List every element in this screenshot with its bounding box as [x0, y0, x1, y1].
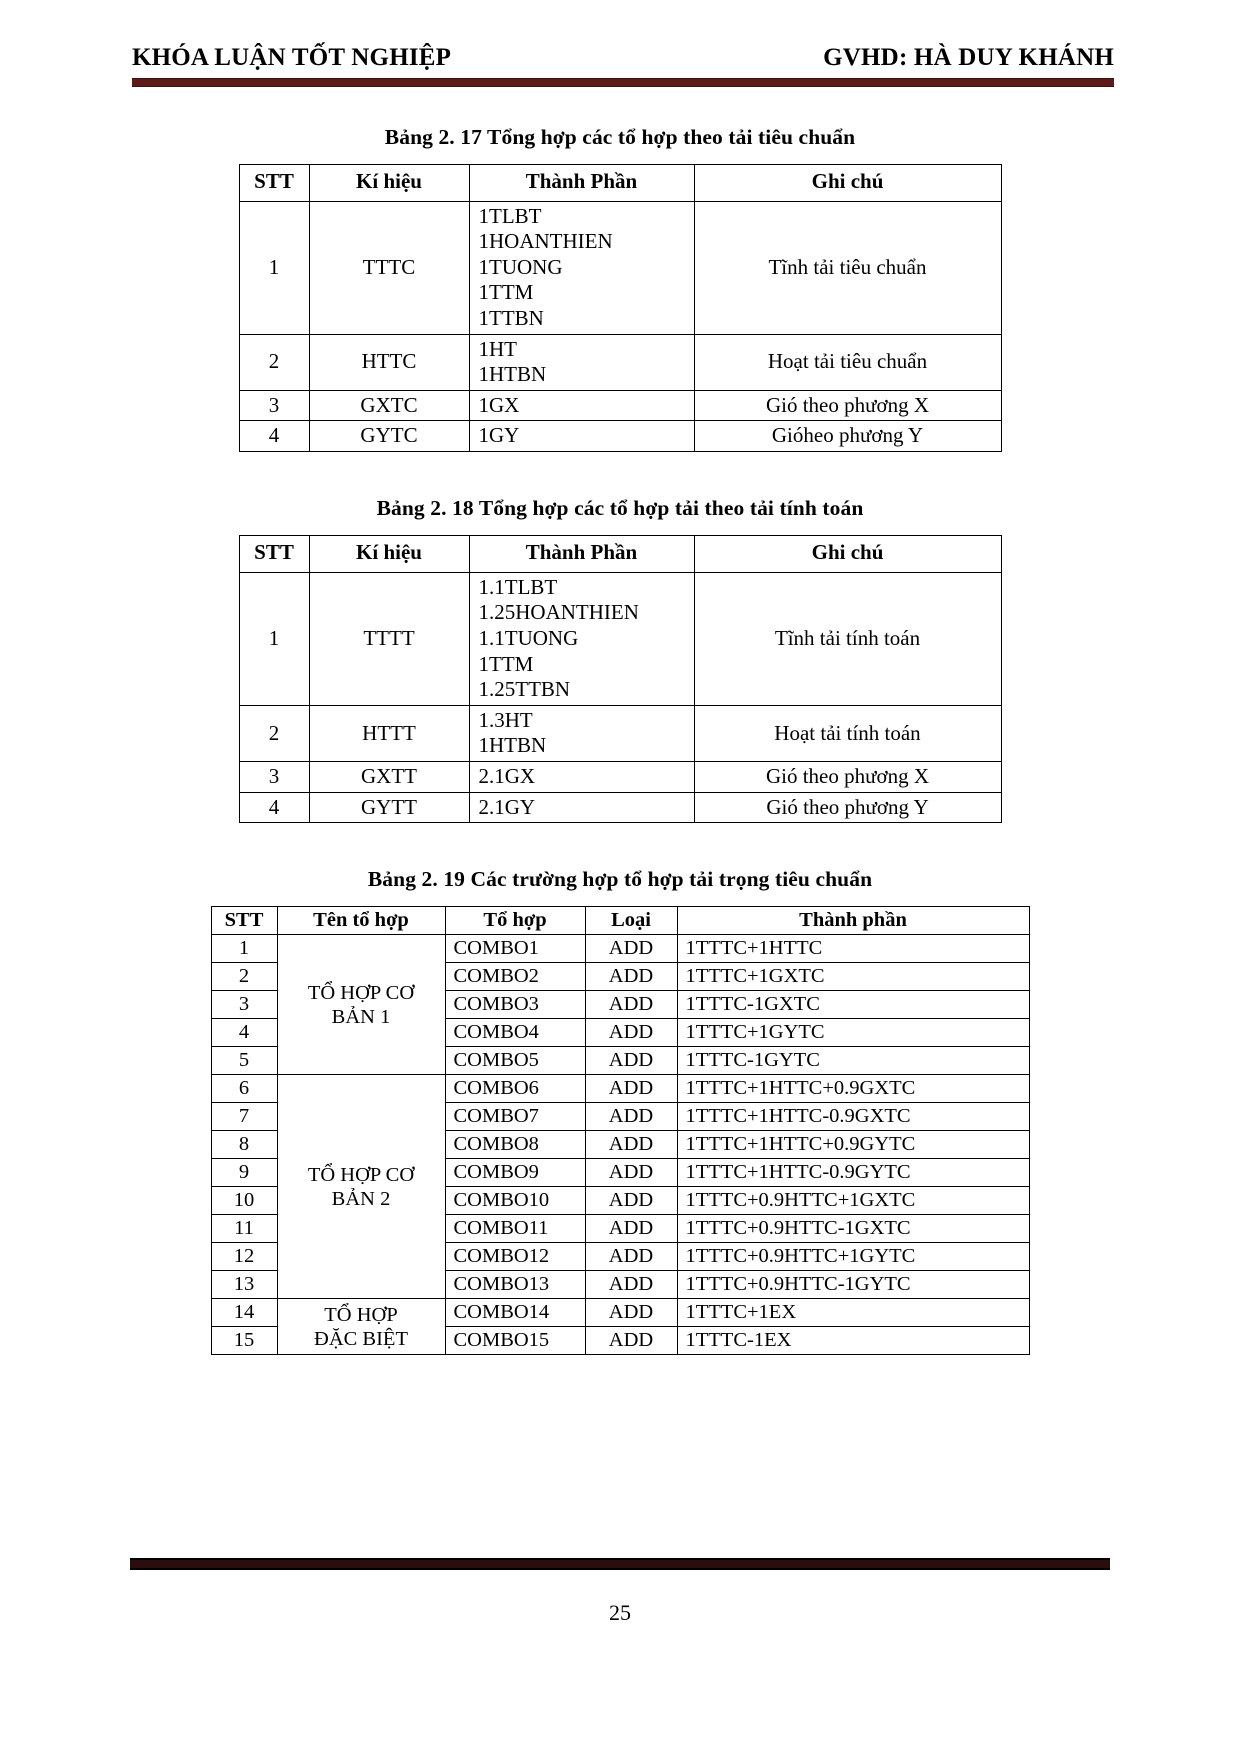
cell-group-name	[277, 935, 445, 1075]
table-218-col-parts: Thành Phần	[469, 536, 694, 573]
cell-combo: COMBO10	[445, 1187, 585, 1215]
cell-components: 1TTTC+0.9HTTC-1GXTC	[677, 1215, 1029, 1243]
table-217-col-symbol: Kí hiệu	[309, 165, 469, 202]
part-line: 1HTBN	[478, 362, 547, 387]
cell-combo: COMBO9	[445, 1159, 585, 1187]
cell-combo: COMBO15	[445, 1327, 585, 1355]
table-row	[239, 390, 1001, 421]
table-219-caption: Bảng 2. 19 Các trường hợp tổ hợp tải trọng tiêu chuẩn	[367, 867, 873, 892]
footer-divider-rule	[130, 1558, 1110, 1570]
part-line: 1TTM	[478, 651, 534, 676]
cell-stt: 11	[211, 1215, 277, 1243]
part-line: 1TTM	[478, 280, 534, 305]
cell-stt: 4	[239, 792, 309, 823]
table-217-header-row	[239, 165, 1001, 202]
part-line: 1.1TUONG	[478, 625, 579, 650]
cell-components: 1TTTC+0.9HTTC+1GYTC	[677, 1243, 1029, 1271]
cell-type: ADD	[585, 1271, 677, 1299]
table-219-col-stt: STT	[211, 907, 277, 935]
part-line: 1TUONG	[478, 254, 563, 279]
page-number: 25	[609, 1600, 631, 1625]
cell-type: ADD	[585, 1103, 677, 1131]
cell-stt: 15	[211, 1327, 277, 1355]
table-218-caption: Bảng 2. 18 Tổng hợp các tổ hợp tải theo tải tính toán	[376, 496, 864, 521]
cell-type: ADD	[585, 1075, 677, 1103]
part-line: 2.1GX	[478, 763, 536, 788]
cell-parts	[469, 761, 694, 792]
table-218-col-stt: STT	[239, 536, 309, 573]
table-row	[211, 1075, 1029, 1103]
table-218-header-row	[239, 536, 1001, 573]
part-line: 1TTBN	[478, 306, 544, 331]
cell-type: ADD	[585, 1159, 677, 1187]
cell-type: ADD	[585, 963, 677, 991]
part-line: 1GX	[478, 392, 520, 417]
cell-symbol: HTTT	[309, 705, 469, 761]
part-line: 2.1GY	[478, 794, 536, 819]
cell-combo: COMBO1	[445, 935, 585, 963]
table-row	[239, 705, 1001, 761]
table-218	[239, 535, 1002, 823]
table-217	[239, 164, 1002, 452]
cell-components: 1TTTC+1HTTC+0.9GYTC	[677, 1131, 1029, 1159]
cell-stt: 3	[211, 991, 277, 1019]
cell-stt: 1	[211, 935, 277, 963]
cell-stt: 4	[239, 421, 309, 452]
cell-stt: 8	[211, 1131, 277, 1159]
cell-type: ADD	[585, 1047, 677, 1075]
cell-combo: COMBO4	[445, 1019, 585, 1047]
running-header	[104, 44, 1136, 72]
cell-type: ADD	[585, 1215, 677, 1243]
cell-components: 1TTTC+1GYTC	[677, 1019, 1029, 1047]
cell-stt: 12	[211, 1243, 277, 1271]
header-divider-rule	[132, 78, 1114, 87]
cell-combo: COMBO12	[445, 1243, 585, 1271]
cell-note: Tĩnh tải tiêu chuẩn	[694, 201, 1001, 334]
part-line: 1TLBT	[478, 203, 542, 228]
table-217-caption: Bảng 2. 17 Tổng hợp các tổ hợp theo tải tiêu chuẩn	[384, 125, 856, 149]
cell-group-name	[277, 1075, 445, 1299]
table-218-col-symbol: Kí hiệu	[309, 536, 469, 573]
cell-combo: COMBO14	[445, 1299, 585, 1327]
cell-stt: 3	[239, 761, 309, 792]
cell-components: 1TTTC+1HTTC-0.9GXTC	[677, 1103, 1029, 1131]
cell-components: 1TTTC-1EX	[677, 1327, 1029, 1355]
table-219-col-type: Loại	[585, 907, 677, 935]
cell-combo: COMBO8	[445, 1131, 585, 1159]
group-name-line2: ĐẶC BIỆT	[314, 1327, 408, 1350]
part-line: 1.25HOANTHIEN	[478, 600, 639, 625]
cell-components: 1TTTC+1HTTC-0.9GYTC	[677, 1159, 1029, 1187]
group-name-line1: TỔ HỢP CƠ	[307, 1163, 415, 1186]
cell-parts	[469, 390, 694, 421]
table-row	[239, 334, 1001, 390]
cell-type: ADD	[585, 1187, 677, 1215]
group-name-line2: BẢN 1	[331, 1005, 391, 1028]
cell-stt: 9	[211, 1159, 277, 1187]
header-left-text: KHÓA LUẬN TỐT NGHIỆP	[132, 44, 452, 71]
cell-type: ADD	[585, 991, 677, 1019]
cell-components: 1TTTC+0.9HTTC+1GXTC	[677, 1187, 1029, 1215]
table-217-col-note: Ghi chú	[694, 165, 1001, 202]
cell-group-name	[277, 1299, 445, 1355]
cell-stt: 2	[211, 963, 277, 991]
cell-combo: COMBO7	[445, 1103, 585, 1131]
part-line: 1HTBN	[478, 733, 547, 758]
table-row	[239, 792, 1001, 823]
cell-stt: 5	[211, 1047, 277, 1075]
cell-note: Gió theo phương Y	[694, 792, 1001, 823]
cell-note: Gió theo phương X	[694, 761, 1001, 792]
cell-type: ADD	[585, 935, 677, 963]
group-name-line1: TỔ HỢP CƠ	[307, 981, 415, 1004]
cell-parts	[469, 201, 694, 334]
table-row	[239, 421, 1001, 452]
cell-components: 1TTTC+0.9HTTC-1GYTC	[677, 1271, 1029, 1299]
cell-note: Tĩnh tải tính toán	[694, 572, 1001, 705]
table-218-col-note: Ghi chú	[694, 536, 1001, 573]
cell-parts	[469, 572, 694, 705]
cell-parts	[469, 421, 694, 452]
cell-combo: COMBO2	[445, 963, 585, 991]
cell-parts	[469, 792, 694, 823]
cell-combo: COMBO6	[445, 1075, 585, 1103]
cell-stt: 2	[239, 334, 309, 390]
cell-symbol: GXTC	[309, 390, 469, 421]
cell-stt: 10	[211, 1187, 277, 1215]
cell-components: 1TTTC+1HTTC	[677, 935, 1029, 963]
part-line: 1.3HT	[478, 707, 533, 732]
cell-combo: COMBO5	[445, 1047, 585, 1075]
cell-stt: 6	[211, 1075, 277, 1103]
cell-components: 1TTTC+1EX	[677, 1299, 1029, 1327]
table-219-col-components: Thành phần	[677, 907, 1029, 935]
cell-parts	[469, 334, 694, 390]
cell-stt: 2	[239, 705, 309, 761]
cell-type: ADD	[585, 1019, 677, 1047]
table-row	[239, 572, 1001, 705]
cell-symbol: TTTT	[309, 572, 469, 705]
cell-note: Gió theo phương X	[694, 390, 1001, 421]
part-line: 1.25TTBN	[478, 677, 571, 702]
table-row	[239, 761, 1001, 792]
cell-symbol: TTTC	[309, 201, 469, 334]
cell-type: ADD	[585, 1299, 677, 1327]
cell-symbol: GXTT	[309, 761, 469, 792]
cell-stt: 1	[239, 572, 309, 705]
cell-type: ADD	[585, 1243, 677, 1271]
cell-symbol: GYTT	[309, 792, 469, 823]
cell-combo: COMBO13	[445, 1271, 585, 1299]
cell-stt: 4	[211, 1019, 277, 1047]
cell-stt: 1	[239, 201, 309, 334]
group-name-line2: BẢN 2	[331, 1187, 391, 1210]
cell-components: 1TTTC+1HTTC+0.9GXTC	[677, 1075, 1029, 1103]
cell-stt: 13	[211, 1271, 277, 1299]
table-217-col-parts: Thành Phần	[469, 165, 694, 202]
cell-type: ADD	[585, 1131, 677, 1159]
part-line: 1GY	[478, 423, 520, 448]
cell-components: 1TTTC+1GXTC	[677, 963, 1029, 991]
table-219-header-row	[211, 907, 1029, 935]
part-line: 1.1TLBT	[478, 574, 558, 599]
cell-symbol: GYTC	[309, 421, 469, 452]
table-219	[211, 906, 1030, 1355]
cell-combo: COMBO3	[445, 991, 585, 1019]
cell-note: Gióheo phương Y	[694, 421, 1001, 452]
cell-stt: 14	[211, 1299, 277, 1327]
cell-components: 1TTTC-1GXTC	[677, 991, 1029, 1019]
table-row	[211, 935, 1029, 963]
cell-note: Hoạt tải tính toán	[694, 705, 1001, 761]
cell-symbol: HTTC	[309, 334, 469, 390]
cell-stt: 7	[211, 1103, 277, 1131]
table-219-col-combo: Tổ hợp	[445, 907, 585, 935]
cell-type: ADD	[585, 1327, 677, 1355]
part-line: 1HOANTHIEN	[478, 229, 613, 254]
table-219-col-group-name: Tên tổ hợp	[277, 907, 445, 935]
cell-components: 1TTTC-1GYTC	[677, 1047, 1029, 1075]
part-line: 1HT	[478, 336, 517, 361]
cell-combo: COMBO11	[445, 1215, 585, 1243]
cell-parts	[469, 705, 694, 761]
table-217-col-stt: STT	[239, 165, 309, 202]
table-row	[211, 1299, 1029, 1327]
cell-stt: 3	[239, 390, 309, 421]
header-right-text: GVHD: HÀ DUY KHÁNH	[823, 44, 1114, 71]
group-name-line1: TỔ HỢP	[324, 1303, 398, 1326]
table-row	[239, 201, 1001, 334]
cell-note: Hoạt tải tiêu chuẩn	[694, 334, 1001, 390]
